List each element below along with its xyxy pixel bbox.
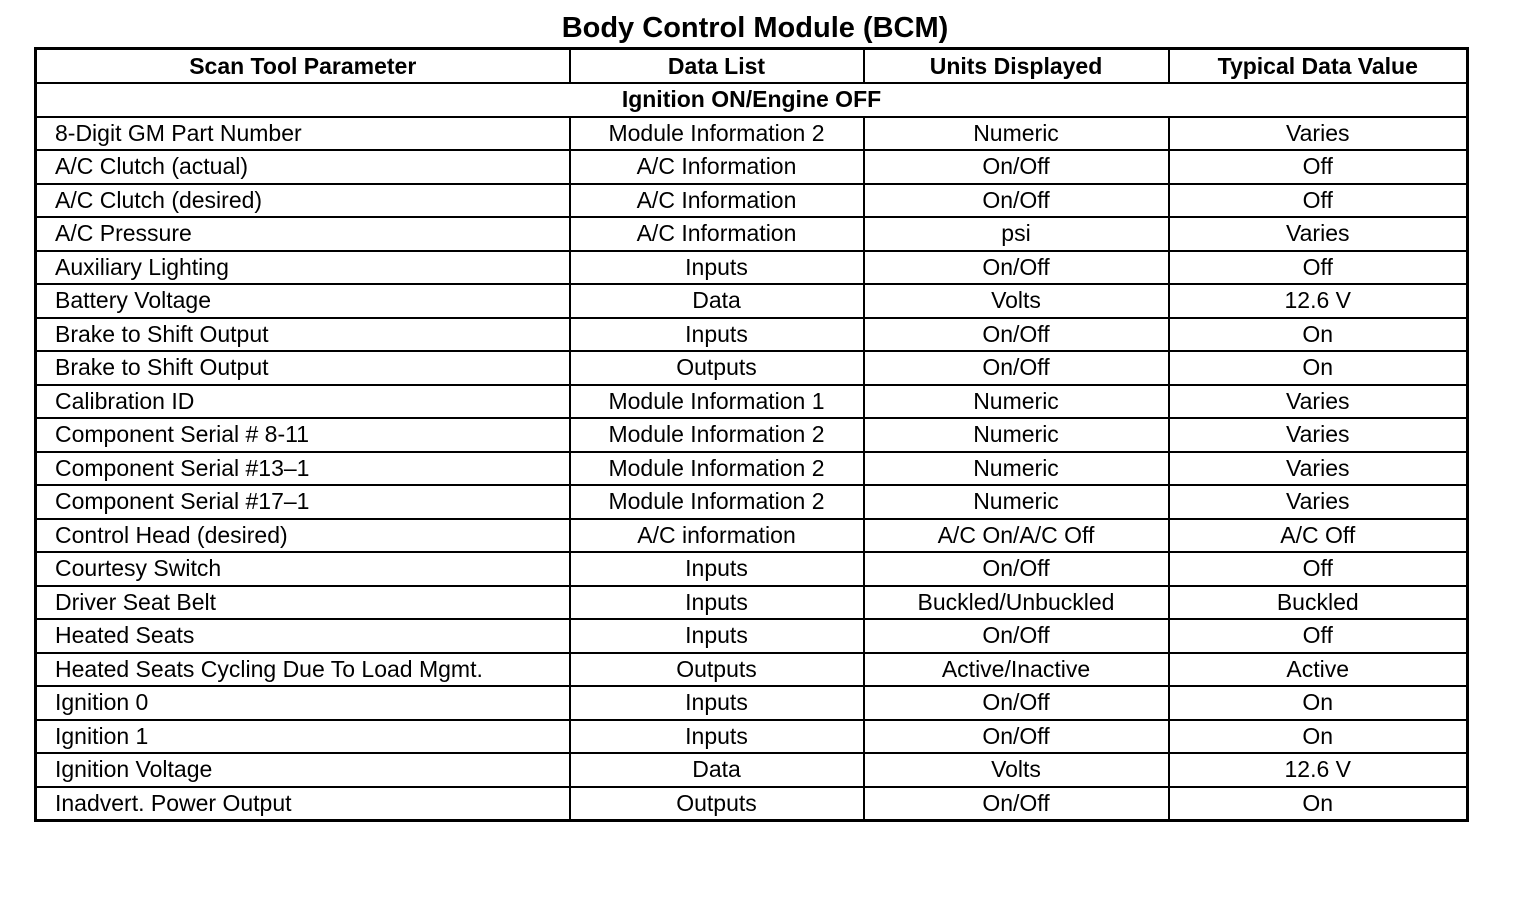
header-data-list: Data List — [570, 49, 864, 84]
typical-value-cell: On — [1169, 318, 1468, 352]
typical-value-cell: Off — [1169, 184, 1468, 218]
table-row — [36, 251, 1468, 285]
table-row — [36, 720, 1468, 754]
param-cell: A/C Pressure — [36, 217, 570, 251]
param-cell: A/C Clutch (actual) — [36, 150, 570, 184]
table-row — [36, 787, 1468, 821]
typical-value-cell: 12.6 V — [1169, 284, 1468, 318]
units-cell: On/Off — [864, 184, 1169, 218]
typical-value-cell: On — [1169, 720, 1468, 754]
units-cell: On/Off — [864, 619, 1169, 653]
typical-value-cell: Buckled — [1169, 586, 1468, 620]
table-row — [36, 284, 1468, 318]
data-list-cell: A/C Information — [570, 150, 864, 184]
table-row — [36, 351, 1468, 385]
table-row — [36, 318, 1468, 352]
units-cell: On/Off — [864, 318, 1169, 352]
units-cell: Active/Inactive — [864, 653, 1169, 687]
units-cell: Numeric — [864, 452, 1169, 486]
param-cell: 8-Digit GM Part Number — [36, 117, 570, 151]
param-cell: Ignition 0 — [36, 686, 570, 720]
data-list-cell: Module Information 2 — [570, 117, 864, 151]
data-list-cell: Outputs — [570, 351, 864, 385]
typical-value-cell: On — [1169, 686, 1468, 720]
section-row — [36, 83, 1468, 117]
table-row — [36, 485, 1468, 519]
header-units-displayed: Units Displayed — [864, 49, 1169, 84]
data-list-cell: Outputs — [570, 787, 864, 821]
data-list-cell: Inputs — [570, 720, 864, 754]
units-cell: psi — [864, 217, 1169, 251]
units-cell: On/Off — [864, 351, 1169, 385]
param-cell: Battery Voltage — [36, 284, 570, 318]
table-row — [36, 619, 1468, 653]
units-cell: Numeric — [864, 117, 1169, 151]
data-list-cell: Outputs — [570, 653, 864, 687]
typical-value-cell: On — [1169, 787, 1468, 821]
data-list-cell: Inputs — [570, 318, 864, 352]
param-cell: A/C Clutch (desired) — [36, 184, 570, 218]
units-cell: Numeric — [864, 418, 1169, 452]
table-row — [36, 117, 1468, 151]
table-row — [36, 653, 1468, 687]
typical-value-cell: A/C Off — [1169, 519, 1468, 553]
section-label: Ignition ON/Engine OFF — [36, 83, 1468, 117]
units-cell: Numeric — [864, 385, 1169, 419]
table-row — [36, 586, 1468, 620]
units-cell: On/Off — [864, 251, 1169, 285]
table-row — [36, 519, 1468, 553]
param-cell: Control Head (desired) — [36, 519, 570, 553]
table-row — [36, 418, 1468, 452]
param-cell: Courtesy Switch — [36, 552, 570, 586]
data-list-cell: Inputs — [570, 251, 864, 285]
table-row — [36, 217, 1468, 251]
table-row — [36, 452, 1468, 486]
header-row — [36, 49, 1468, 84]
units-cell: Volts — [864, 284, 1169, 318]
param-cell: Heated Seats — [36, 619, 570, 653]
typical-value-cell: Varies — [1169, 217, 1468, 251]
typical-value-cell: Varies — [1169, 385, 1468, 419]
table-row — [36, 184, 1468, 218]
data-list-cell: A/C Information — [570, 217, 864, 251]
param-cell: Component Serial # 8-11 — [36, 418, 570, 452]
param-cell: Brake to Shift Output — [36, 318, 570, 352]
typical-value-cell: 12.6 V — [1169, 753, 1468, 787]
table-row — [36, 385, 1468, 419]
data-list-cell: Module Information 2 — [570, 452, 864, 486]
param-cell: Ignition 1 — [36, 720, 570, 754]
param-cell: Component Serial #17–1 — [36, 485, 570, 519]
param-cell: Calibration ID — [36, 385, 570, 419]
data-list-cell: Inputs — [570, 686, 864, 720]
bcm-data-table — [34, 47, 1469, 822]
data-list-cell: Inputs — [570, 586, 864, 620]
units-cell: On/Off — [864, 150, 1169, 184]
param-cell: Component Serial #13–1 — [36, 452, 570, 486]
units-cell: Buckled/Unbuckled — [864, 586, 1169, 620]
typical-value-cell: Off — [1169, 251, 1468, 285]
data-list-cell: Inputs — [570, 619, 864, 653]
data-list-cell: Module Information 2 — [570, 485, 864, 519]
param-cell: Auxiliary Lighting — [36, 251, 570, 285]
typical-value-cell: Off — [1169, 552, 1468, 586]
data-list-cell: Data — [570, 284, 864, 318]
units-cell: On/Off — [864, 787, 1169, 821]
units-cell: On/Off — [864, 720, 1169, 754]
typical-value-cell: On — [1169, 351, 1468, 385]
data-list-cell: Inputs — [570, 552, 864, 586]
typical-value-cell: Varies — [1169, 452, 1468, 486]
data-list-cell: A/C Information — [570, 184, 864, 218]
units-cell: On/Off — [864, 552, 1169, 586]
table-row — [36, 686, 1468, 720]
param-cell: Driver Seat Belt — [36, 586, 570, 620]
header-scan-tool-parameter: Scan Tool Parameter — [36, 49, 570, 84]
data-list-cell: Module Information 1 — [570, 385, 864, 419]
data-list-cell: A/C information — [570, 519, 864, 553]
header-typical-data-value: Typical Data Value — [1169, 49, 1468, 84]
typical-value-cell: Varies — [1169, 418, 1468, 452]
param-cell: Heated Seats Cycling Due To Load Mgmt. — [36, 653, 570, 687]
param-cell: Brake to Shift Output — [36, 351, 570, 385]
units-cell: Volts — [864, 753, 1169, 787]
typical-value-cell: Active — [1169, 653, 1468, 687]
typical-value-cell: Off — [1169, 150, 1468, 184]
units-cell: On/Off — [864, 686, 1169, 720]
typical-value-cell: Varies — [1169, 117, 1468, 151]
param-cell: Ignition Voltage — [36, 753, 570, 787]
table-row — [36, 150, 1468, 184]
units-cell: A/C On/A/C Off — [864, 519, 1169, 553]
typical-value-cell: Varies — [1169, 485, 1468, 519]
data-list-cell: Module Information 2 — [570, 418, 864, 452]
typical-value-cell: Off — [1169, 619, 1468, 653]
data-list-cell: Data — [570, 753, 864, 787]
param-cell: Inadvert. Power Output — [36, 787, 570, 821]
units-cell: Numeric — [864, 485, 1169, 519]
table-row — [36, 552, 1468, 586]
page-title: Body Control Module (BCM) — [561, 12, 949, 44]
table-row — [36, 753, 1468, 787]
